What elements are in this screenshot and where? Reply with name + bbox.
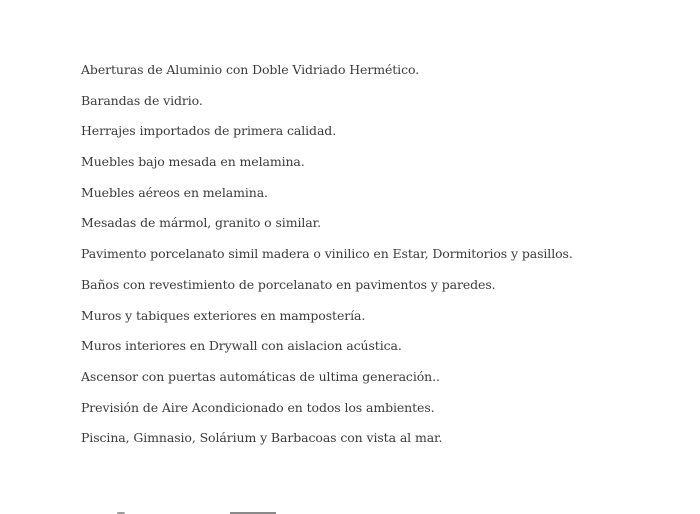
feature-item: Previsión de Aire Acondicionado en todos los ambientes. [81,399,435,415]
feature-item: Ascensor con puertas automáticas de ultima generación.. [81,368,440,384]
feature-item: Herrajes importados de primera calidad. [81,123,337,139]
feature-item: Muebles bajo mesada en melamina. [81,154,305,170]
feature-item: Aberturas de Aluminio con Doble Vidriado Hermético. [81,62,420,77]
feature-item: Pavimento porcelanato simil madera o vinilico en Estar, Dormitorios y pasillos. [81,246,573,262]
feature-item: Piscina, Gimnasio, Solárium y Barbacoas con vista al mar. [81,430,443,446]
feature-item: Muros y tabiques exteriores en mampostería. [81,307,366,323]
feature-item: Mesadas de mármol, granito o similar. [81,215,321,231]
feature-item: Baños con revestimiento de porcelanato en pavimentos y paredes. [81,276,496,292]
features-list [81,61,573,460]
feature-item: Muros interiores en Drywall con aislacion acústica. [81,338,402,354]
feature-item: Muebles aéreos en melamina. [81,184,268,200]
feature-item: Barandas de vidrio. [81,92,203,108]
